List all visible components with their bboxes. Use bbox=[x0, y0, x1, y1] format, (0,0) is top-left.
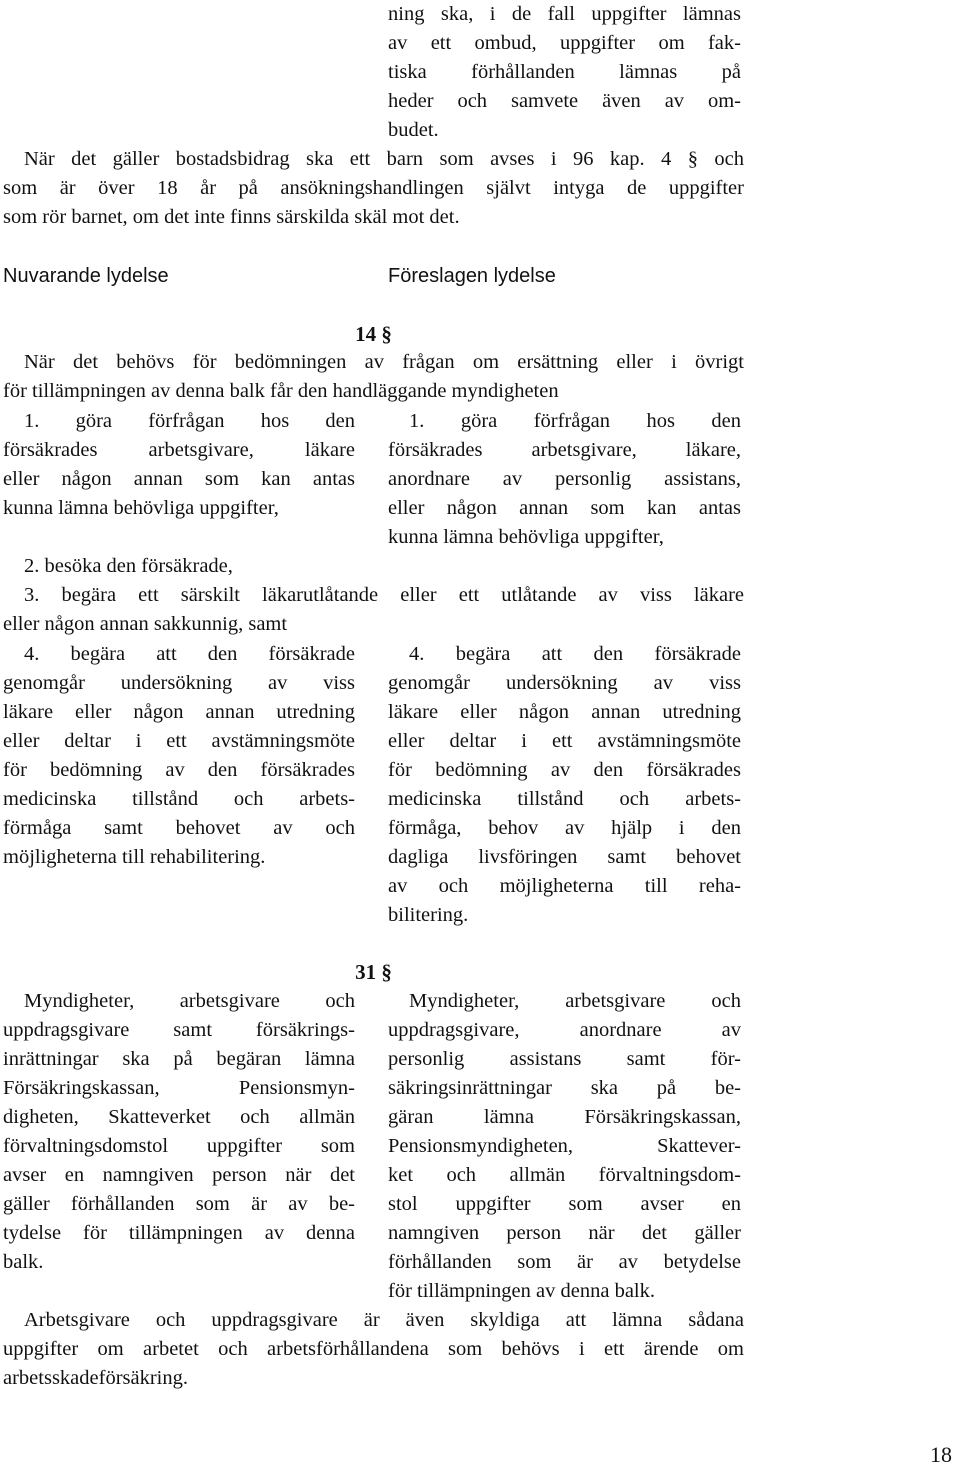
intro-full-paragraph bbox=[3, 145, 744, 232]
text-line: möjligheterna till rehabilitering. bbox=[3, 846, 266, 868]
item-1-proposed bbox=[388, 407, 741, 552]
text-line: förmåga samt behovet av och bbox=[3, 817, 355, 839]
text-line: 1. göra förfrågan hos den bbox=[409, 410, 741, 432]
text-line: kunna lämna behövliga uppgifter, bbox=[3, 497, 279, 519]
text-line: heder och samvete även av om- bbox=[388, 90, 741, 112]
text-line: bilitering. bbox=[388, 904, 469, 926]
text-line: dagliga livsföringen samt behovet bbox=[388, 846, 741, 868]
text-line: tiska förhållanden lämnas på bbox=[388, 61, 741, 83]
text-line: gäller förhållanden som är av be- bbox=[3, 1193, 355, 1215]
page-number: 18 bbox=[930, 1442, 952, 1467]
text-line: försäkrades arbetsgivare, läkare bbox=[3, 439, 355, 461]
item-2: 2. besöka den försäkrade, bbox=[24, 555, 233, 577]
text-line: uppgifter om arbetet och arbetsförhållandena som behövs i ett ärende om bbox=[3, 1338, 744, 1360]
text-line: 4. begära att den försäkrade bbox=[409, 643, 741, 665]
section-31-title: 31 § bbox=[355, 960, 392, 984]
text-line: medicinska tillstånd och arbets- bbox=[3, 788, 355, 810]
text-line: kunna lämna behövliga uppgifter, bbox=[388, 526, 664, 548]
text-line: tydelse för tillämpningen av denna bbox=[3, 1222, 355, 1244]
text-line: av ett ombud, uppgifter om fak- bbox=[388, 32, 741, 54]
section-31-current bbox=[3, 987, 355, 1277]
text-line: för tillämpningen av denna balk får den handläggande myndigheten bbox=[3, 380, 559, 402]
text-line: som är över 18 år på ansökningshandlingen självt intyga de uppgifter bbox=[3, 177, 744, 199]
item-1-current bbox=[3, 407, 355, 523]
text-line: eller någon annan som kan antas bbox=[3, 468, 355, 490]
text-line: 1. göra förfrågan hos den bbox=[24, 410, 355, 432]
text-line: När det behövs för bedömningen av frågan om ersättning eller i övrigt bbox=[24, 351, 744, 373]
text-line: säkringsinrättningar ska på be- bbox=[388, 1077, 741, 1099]
text-line: som rör barnet, om det inte finns särskilda skäl mot det. bbox=[3, 206, 460, 228]
item-4-proposed bbox=[388, 640, 741, 930]
section-14-lead bbox=[3, 348, 744, 406]
text-line: 3. begära ett särskilt läkarutlåtande eller ett utlåtande av viss läkare bbox=[24, 584, 744, 606]
text-line: Arbetsgivare och uppdragsgivare är även skyldiga att lämna sådana bbox=[24, 1309, 744, 1331]
text-line: När det gäller bostadsbidrag ska ett barn som avses i 96 kap. 4 § och bbox=[24, 148, 744, 170]
text-line: avser en namngiven person när det bbox=[3, 1164, 355, 1186]
text-line: förhållanden som är av betydelse bbox=[388, 1251, 741, 1273]
text-line: förmåga, behov av hjälp i den bbox=[388, 817, 741, 839]
text-line: medicinska tillstånd och arbets- bbox=[388, 788, 741, 810]
text-line: digheten, Skatteverket och allmän bbox=[3, 1106, 355, 1128]
text-line: eller någon annan sakkunnig, samt bbox=[3, 613, 288, 635]
text-line: läkare eller någon annan utredning bbox=[388, 701, 741, 723]
text-line: uppdragsgivare, anordnare av bbox=[388, 1019, 741, 1041]
text-line: förvaltningsdomstol uppgifter som bbox=[3, 1135, 355, 1157]
text-line: budet. bbox=[388, 119, 439, 141]
text-line: eller någon annan som kan antas bbox=[388, 497, 741, 519]
text-line: balk. bbox=[3, 1251, 44, 1273]
text-line: ket och allmän förvaltningsdom- bbox=[388, 1164, 741, 1186]
text-line: namngiven person när det gäller bbox=[388, 1222, 741, 1244]
intro-right-paragraph bbox=[388, 0, 741, 145]
text-line: Myndigheter, arbetsgivare och bbox=[24, 990, 355, 1012]
text-line: eller deltar i ett avstämningsmöte bbox=[388, 730, 741, 752]
section-14-title: 14 § bbox=[355, 322, 392, 346]
text-line: 4. begära att den försäkrade bbox=[24, 643, 355, 665]
text-line: anordnare av personlig assistans, bbox=[388, 468, 741, 490]
text-line: av och möjligheterna till reha- bbox=[388, 875, 741, 897]
text-line: uppdragsgivare samt försäkrings- bbox=[3, 1019, 355, 1041]
item-3 bbox=[3, 581, 744, 639]
text-line: för bedömning av den försäkrades bbox=[3, 759, 355, 781]
header-current-wording: Nuvarande lydelse bbox=[3, 265, 169, 287]
text-line: gäran lämna Försäkringskassan, bbox=[388, 1106, 741, 1128]
section-31-proposed bbox=[388, 987, 741, 1306]
text-line: arbetsskadeförsäkring. bbox=[3, 1367, 189, 1389]
text-line: inrättningar ska på begäran lämna bbox=[3, 1048, 355, 1070]
text-line: försäkrades arbetsgivare, läkare, bbox=[388, 439, 741, 461]
text-line: läkare eller någon annan utredning bbox=[3, 701, 355, 723]
header-proposed-wording: Föreslagen lydelse bbox=[388, 265, 556, 287]
text-line: eller deltar i ett avstämningsmöte bbox=[3, 730, 355, 752]
text-line: ning ska, i de fall uppgifter lämnas bbox=[388, 3, 741, 25]
text-line: genomgår undersökning av viss bbox=[388, 672, 741, 694]
text-line: för tillämpningen av denna balk. bbox=[388, 1280, 655, 1302]
text-line: Myndigheter, arbetsgivare och bbox=[409, 990, 741, 1012]
section-31-tail-paragraph bbox=[3, 1306, 744, 1393]
text-line: Försäkringskassan, Pensionsmyn- bbox=[3, 1077, 355, 1099]
text-line: Pensionsmyndigheten, Skattever- bbox=[388, 1135, 741, 1157]
item-4-current bbox=[3, 640, 355, 872]
text-line: genomgår undersökning av viss bbox=[3, 672, 355, 694]
text-line: personlig assistans samt för- bbox=[388, 1048, 741, 1070]
text-line: för bedömning av den försäkrades bbox=[388, 759, 741, 781]
text-line: stol uppgifter som avser en bbox=[388, 1193, 741, 1215]
